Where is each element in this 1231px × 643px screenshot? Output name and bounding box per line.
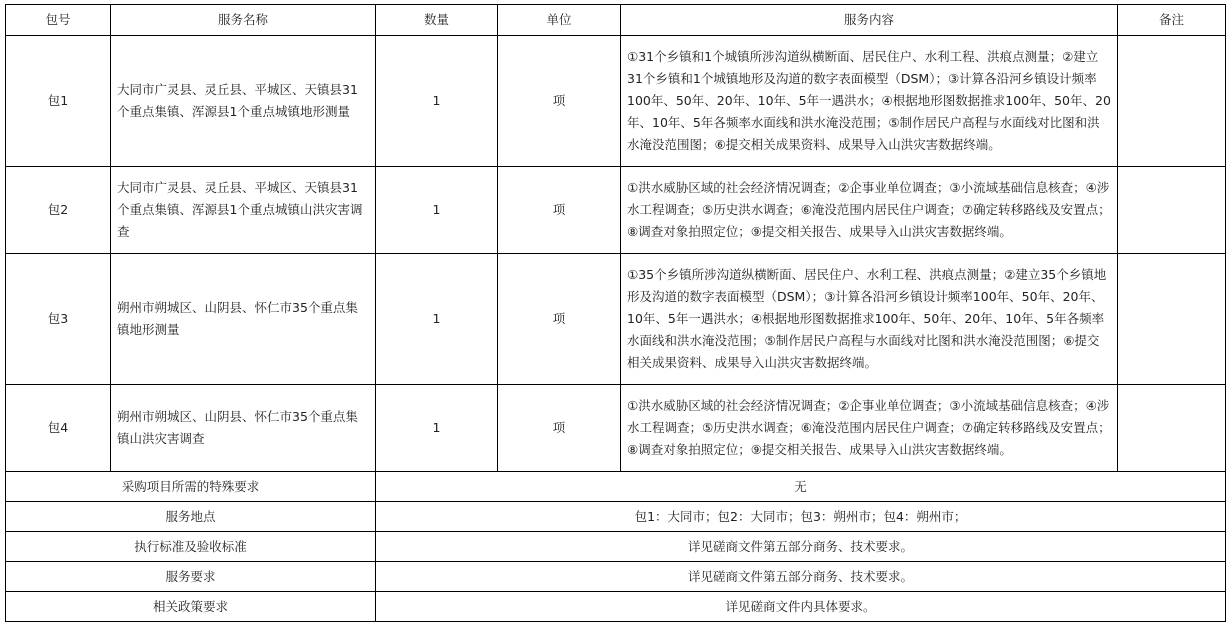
procurement-table bbox=[5, 4, 1226, 622]
package-number: 包3 bbox=[6, 254, 111, 385]
quantity-cell: 1 bbox=[376, 254, 498, 385]
summary-value: 详见磋商文件内具体要求。 bbox=[376, 592, 1226, 622]
summary-label: 服务要求 bbox=[6, 562, 376, 592]
unit-cell: 项 bbox=[498, 254, 621, 385]
summary-row-standards bbox=[6, 532, 1226, 562]
package-number: 包1 bbox=[6, 36, 111, 167]
service-name: 朔州市朔城区、山阴县、怀仁市35个重点集镇山洪灾害调查 bbox=[111, 385, 376, 472]
package-number: 包2 bbox=[6, 167, 111, 254]
summary-row-policy-requirements bbox=[6, 592, 1226, 622]
header-remark: 备注 bbox=[1118, 5, 1226, 36]
unit-cell: 项 bbox=[498, 36, 621, 167]
unit-cell: 项 bbox=[498, 385, 621, 472]
remark-cell bbox=[1118, 36, 1226, 167]
header-row bbox=[6, 5, 1226, 36]
summary-label: 采购项目所需的特殊要求 bbox=[6, 472, 376, 502]
remark-cell bbox=[1118, 254, 1226, 385]
summary-value: 详见磋商文件第五部分商务、技术要求。 bbox=[376, 532, 1226, 562]
header-unit: 单位 bbox=[498, 5, 621, 36]
header-quantity: 数量 bbox=[376, 5, 498, 36]
header-pkg-no: 包号 bbox=[6, 5, 111, 36]
package-number: 包4 bbox=[6, 385, 111, 472]
table-row bbox=[6, 36, 1226, 167]
remark-cell bbox=[1118, 385, 1226, 472]
summary-label: 相关政策要求 bbox=[6, 592, 376, 622]
service-content: ①35个乡镇所涉沟道纵横断面、居民住户、水利工程、洪痕点测量；②建立35个乡镇地形及沟道的数字表面模型（DSM）；③计算各沿河乡镇设计频率100年、50年、20年、10年、5年一遇洪水；④根据地形图数据推求100年、50年、20年、10年、5年各频率水面线和洪水淹没范围；⑤制作居民户高程与水面线对比图和洪水淹没范围图；⑥提交相关成果资料、成果导入山洪灾害数据终端。 bbox=[621, 254, 1118, 385]
unit-cell: 项 bbox=[498, 167, 621, 254]
service-name: 朔州市朔城区、山阴县、怀仁市35个重点集镇地形测量 bbox=[111, 254, 376, 385]
remark-cell bbox=[1118, 167, 1226, 254]
table-row bbox=[6, 385, 1226, 472]
summary-label: 执行标准及验收标准 bbox=[6, 532, 376, 562]
summary-row-special-requirements bbox=[6, 472, 1226, 502]
service-content: ①洪水威胁区域的社会经济情况调查；②企事业单位调查；③小流域基础信息核查；④涉水工程调查；⑤历史洪水调查；⑥淹没范围内居民住户调查；⑦确定转移路线及安置点；⑧调查对象拍照定位；⑨提交相关报告、成果导入山洪灾害数据终端。 bbox=[621, 385, 1118, 472]
quantity-cell: 1 bbox=[376, 36, 498, 167]
quantity-cell: 1 bbox=[376, 385, 498, 472]
summary-value: 包1：大同市；包2：大同市；包3：朔州市；包4：朔州市； bbox=[376, 502, 1226, 532]
header-service-content: 服务内容 bbox=[621, 5, 1118, 36]
service-content: ①31个乡镇和1个城镇所涉沟道纵横断面、居民住户、水利工程、洪痕点测量；②建立31个乡镇和1个城镇地形及沟道的数字表面模型（DSM）；③计算各沿河乡镇设计频率100年、50年、20年、10年、5年一遇洪水；④根据地形图数据推求100年、50年、20年、10年、5年各频率水面线和洪水淹没范围；⑤制作居民户高程与水面线对比图和洪水淹没范围图；⑥提交相关成果资料、成果导入山洪灾害数据终端。 bbox=[621, 36, 1118, 167]
summary-label: 服务地点 bbox=[6, 502, 376, 532]
service-name: 大同市广灵县、灵丘县、平城区、天镇县31个重点集镇、浑源县1个重点城镇山洪灾害调查 bbox=[111, 167, 376, 254]
service-name: 大同市广灵县、灵丘县、平城区、天镇县31个重点集镇、浑源县1个重点城镇地形测量 bbox=[111, 36, 376, 167]
summary-row-service-location bbox=[6, 502, 1226, 532]
summary-value: 无 bbox=[376, 472, 1226, 502]
service-content: ①洪水威胁区域的社会经济情况调查；②企事业单位调查；③小流域基础信息核查；④涉水工程调查；⑤历史洪水调查；⑥淹没范围内居民住户调查；⑦确定转移路线及安置点；⑧调查对象拍照定位；⑨提交相关报告、成果导入山洪灾害数据终端。 bbox=[621, 167, 1118, 254]
summary-value: 详见磋商文件第五部分商务、技术要求。 bbox=[376, 562, 1226, 592]
table-row bbox=[6, 254, 1226, 385]
header-service-name: 服务名称 bbox=[111, 5, 376, 36]
summary-row-service-requirements bbox=[6, 562, 1226, 592]
table-row bbox=[6, 167, 1226, 254]
quantity-cell: 1 bbox=[376, 167, 498, 254]
